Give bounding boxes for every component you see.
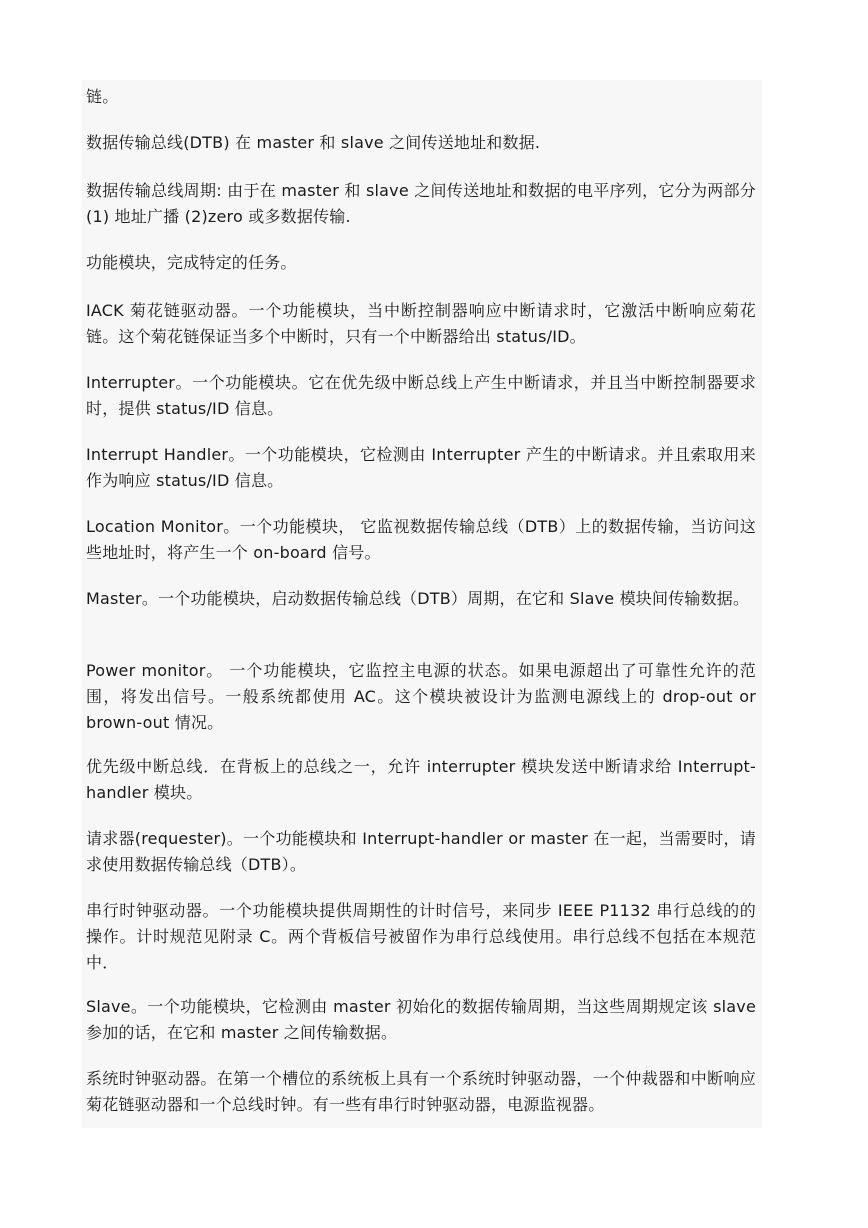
paragraph-location-monitor: Location Monitor。一个功能模块， 它监视数据传输总线（DTB）上的数据传输，当访问这些地址时，将产生一个 on-board 信号。 <box>86 517 756 562</box>
paragraph-master: Master。一个功能模块，启动数据传输总线（DTB）周期，在它和 Slave 模块间传输数据。 <box>86 589 750 608</box>
paragraph-requester: 请求器(requester)。一个功能模块和 Interrupt-handler or master 在一起，当需要时，请求使用数据传输总线（DTB）。 <box>86 829 756 874</box>
paragraph-power-monitor: Power monitor。 一个功能模块，它监控主电源的状态。如果电源超出了可靠性允许的范围，将发出信号。一般系统都使用 AC。这个模块被设计为监测电源线上的 drop-out or brown-out 情况。 <box>86 661 756 732</box>
paragraph-iack: IACK 菊花链驱动器。一个功能模块，当中断控制器响应中断请求时，它激活中断响应菊花链。这个菊花链保证当多个中断时，只有一个中断器给出 status/ID。 <box>86 301 756 346</box>
paragraph-dtb: 数据传输总线(DTB) 在 master 和 slave 之间传送地址和数据. <box>86 133 541 152</box>
paragraph-functional-module: 功能模块，完成特定的任务。 <box>86 253 297 272</box>
paragraph-interrupter: Interrupter。一个功能模块。它在优先级中断总线上产生中断请求，并且当中断控制器要求时，提供 status/ID 信息。 <box>86 373 756 418</box>
paragraph-dtb-cycle: 数据传输总线周期: 由于在 master 和 slave 之间传送地址和数据的电平序列，它分为两部分 (1) 地址广播 (2)zero 或多数据传输. <box>86 181 756 226</box>
paragraph-interrupt-handler: Interrupt Handler。一个功能模块，它检测由 Interrupter 产生的中断请求。并且索取用来作为响应 status/ID 信息。 <box>86 445 756 490</box>
paragraph-slave: Slave。一个功能模块，它检测由 master 初始化的数据传输周期，当这些周期规定该 slave 参加的话，在它和 master 之间传输数据。 <box>86 997 756 1042</box>
paragraph-system-clock-driver: 系统时钟驱动器。在第一个槽位的系统板上具有一个系统时钟驱动器，一个仲裁器和中断响应菊花链驱动器和一个总线时钟。有一些有串行时钟驱动器，电源监视器。 <box>86 1069 756 1114</box>
paragraph-priority-interrupt-bus: 优先级中断总线．在背板上的总线之一，允许 interrupter 模块发送中断请求给 Interrupt-handler 模块。 <box>86 757 756 802</box>
paragraph-serial-clock-driver: 串行时钟驱动器。一个功能模块提供周期性的计时信号，来同步 IEEE P1132 串行总线的的操作。计时规范见附录 C。两个背板信号被留作为串行总线使用。串行总线不包括在本规范中． <box>86 901 756 972</box>
paragraph-chain-end: 链。 <box>86 87 119 106</box>
